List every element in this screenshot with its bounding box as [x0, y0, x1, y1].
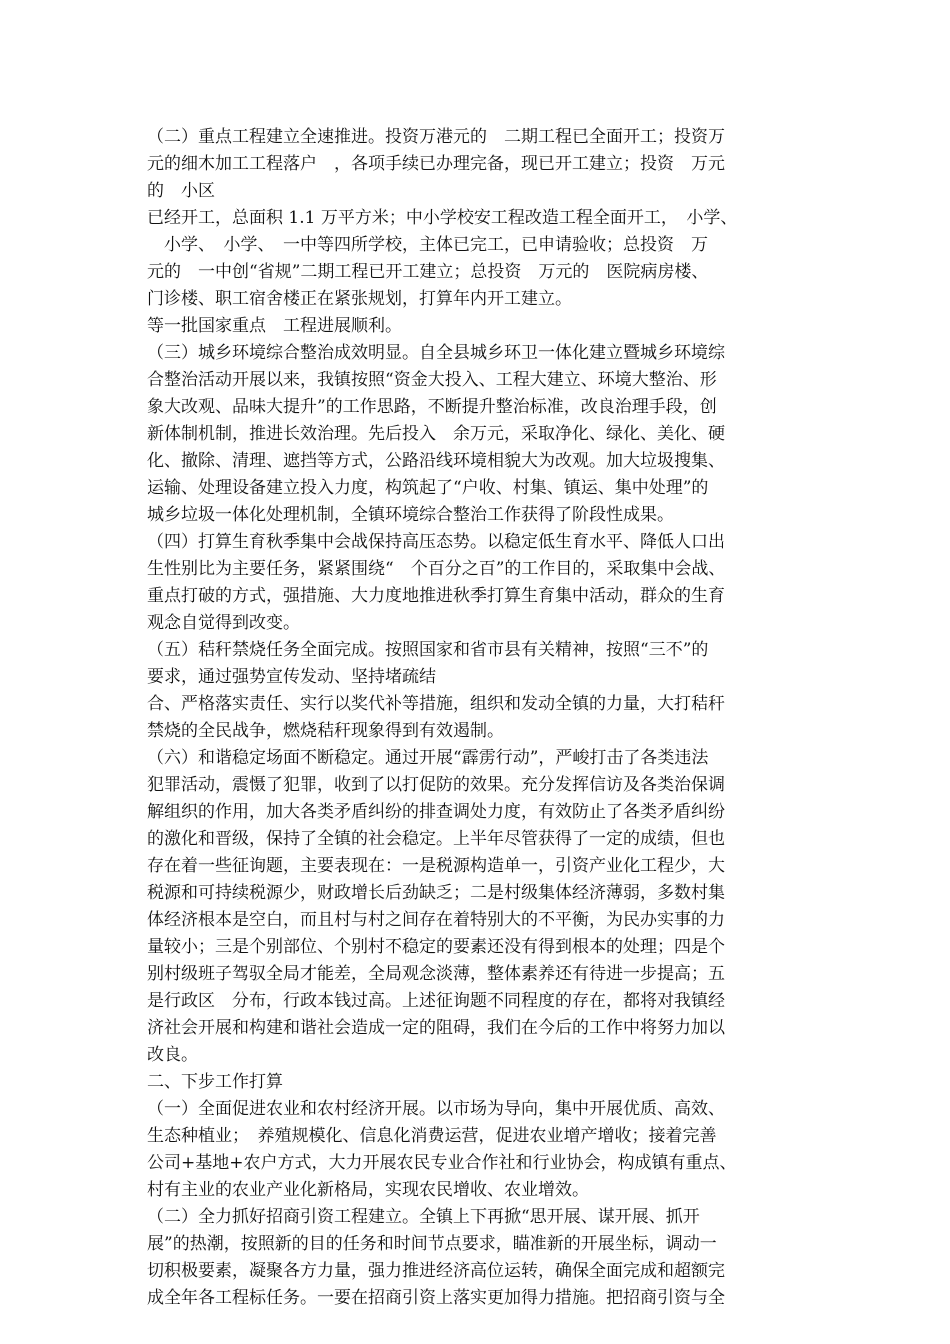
- text-line: （四）打算生育秋季集中会战保持高压态势。以稳定低生育水平、降低人口出: [147, 532, 725, 552]
- text-line: 元的细木加工工程落户 ，各项手续已办理完备，现已开工建立；投资 万元: [147, 154, 725, 174]
- text-line: 犯罪活动，震慑了犯罪，收到了以打促防的效果。充分发挥信访及各类治保调: [147, 775, 725, 795]
- text-line: 改良。: [147, 1045, 198, 1065]
- text-line: 门诊楼、职工宿舍楼正在紧张规划，打算年内开工建立。: [147, 289, 572, 309]
- text-line: 已经开工，总面积 1.1 万平方米；中小学校安工程改造工程全面开工， 小学、: [147, 208, 738, 228]
- text-line: 别村级班子驾驭全局才能差，全局观念淡薄，整体素养还有待进一步提高；五: [147, 964, 725, 984]
- text-line: （五）秸秆禁烧任务全面完成。按照国家和省市县有关精神，按照“三不”的: [147, 640, 709, 660]
- text-line: 生态种植业； 养殖规模化、信息化消费运营，促进农业增产增收；接着完善: [147, 1126, 717, 1146]
- text-line: 观念自觉得到改变。: [147, 613, 300, 633]
- text-line: 合整治活动开展以来，我镇按照“资金大投入、工程大建立、环境大整治、形: [147, 370, 717, 390]
- text-line: 要求，通过强势宣传发动、坚持堵疏结: [147, 667, 436, 687]
- text-line: （二）全力抓好招商引资工程建立。全镇上下再掀“思开展、谋开展、抓开: [147, 1207, 700, 1227]
- text-line: （二）重点工程建立全速推进。投资万港元的 二期工程已全面开工；投资万: [147, 127, 725, 147]
- text-line: 存在着一些征询题，主要表现在：一是税源构造单一，引资产业化工程少，大: [147, 856, 725, 876]
- text-line: 展”的热潮，按照新的目的任务和时间节点要求，瞄准新的开展坐标，调动一: [147, 1234, 717, 1254]
- body-text: [147, 124, 817, 1312]
- text-line: 是行政区 分布，行政本钱过高。上述征询题不同程度的存在，都将对我镇经: [147, 991, 725, 1011]
- text-line: （六）和谐稳定场面不断稳定。通过开展“霹雳行动”，严峻打击了各类违法: [147, 748, 709, 768]
- text-line: 化、撤除、清理、遮挡等方式，公路沿线环境相貌大为改观。加大垃圾搜集、: [147, 451, 725, 471]
- text-line: 城乡垃圾一体化处理机制，全镇环境综合整治工作获得了阶段性成果。: [147, 505, 674, 525]
- text-line: 二、下步工作打算: [147, 1072, 283, 1092]
- text-line: 重点打破的方式，强措施、大力度地推进秋季打算生育集中活动，群众的生育: [147, 586, 725, 606]
- text-line: （三）城乡环境综合整治成效明显。自全县城乡环卫一体化建立暨城乡环境综: [147, 343, 725, 363]
- text-line: 解组织的作用，加大各类矛盾纠纷的排查调处力度，有效防止了各类矛盾纠纷: [147, 802, 725, 822]
- text-line: 生性别比为主要任务，紧紧围绕“ 个百分之百”的工作目的，采取集中会战、: [147, 559, 726, 579]
- text-line: 合、严格落实责任、实行以奖代补等措施，组织和发动全镇的力量，大打秸秆: [147, 694, 725, 714]
- text-line: 成全年各工程标任务。一要在招商引资上落实更加得力措施。把招商引资与全: [147, 1288, 725, 1308]
- text-line: 的 小区: [147, 181, 215, 201]
- text-line: 运输、处理设备建立投入力度，构筑起了“户收、村集、镇运、集中处理”的: [147, 478, 709, 498]
- text-line: 村有主业的农业产业化新格局，实现农民增收、农业增效。: [147, 1180, 589, 1200]
- text-line: 象大改观、品味大提升”的工作思路，不断提升整治标准，改良治理手段，创: [147, 397, 717, 417]
- text-line: 税源和可持续税源少，财政增长后劲缺乏；二是村级集体经济薄弱，多数村集: [147, 883, 725, 903]
- text-line: 公司+基地+农户方式，大力开展农民专业合作社和行业协会，构成镇有重点、: [147, 1153, 737, 1173]
- text-line: 禁烧的全民战争，燃烧秸秆现象得到有效遏制。: [147, 721, 504, 741]
- text-line: 体经济根本是空白，而且村与村之间存在着特别大的不平衡，为民办实事的力: [147, 910, 725, 930]
- text-line: 济社会开展和构建和谐社会造成一定的阻碍，我们在今后的工作中将努力加以: [147, 1018, 725, 1038]
- text-line: 元的 一中创“省规”二期工程已开工建立；总投资 万元的 医院病房楼、: [147, 262, 709, 282]
- text-line: 量较小；三是个别部位、个别村不稳定的要素还没有得到根本的处理；四是个: [147, 937, 725, 957]
- text-line: 小学、 小学、 一中等四所学校，主体已完工，已申请验收；总投资 万: [147, 235, 708, 255]
- text-line: （一）全面促进农业和农村经济开展。以市场为导向，集中开展优质、高效、: [147, 1099, 725, 1119]
- text-line: 切积极要素，凝聚各方力量，强力推进经济高位运转，确保全面完成和超额完: [147, 1261, 725, 1281]
- text-line: 的激化和晋级，保持了全镇的社会稳定。上半年尽管获得了一定的成绩，但也: [147, 829, 725, 849]
- text-line: 新体制机制，推进长效治理。先后投入 余万元，采取净化、绿化、美化、硬: [147, 424, 725, 444]
- text-line: 等一批国家重点 工程进展顺利。: [147, 316, 402, 336]
